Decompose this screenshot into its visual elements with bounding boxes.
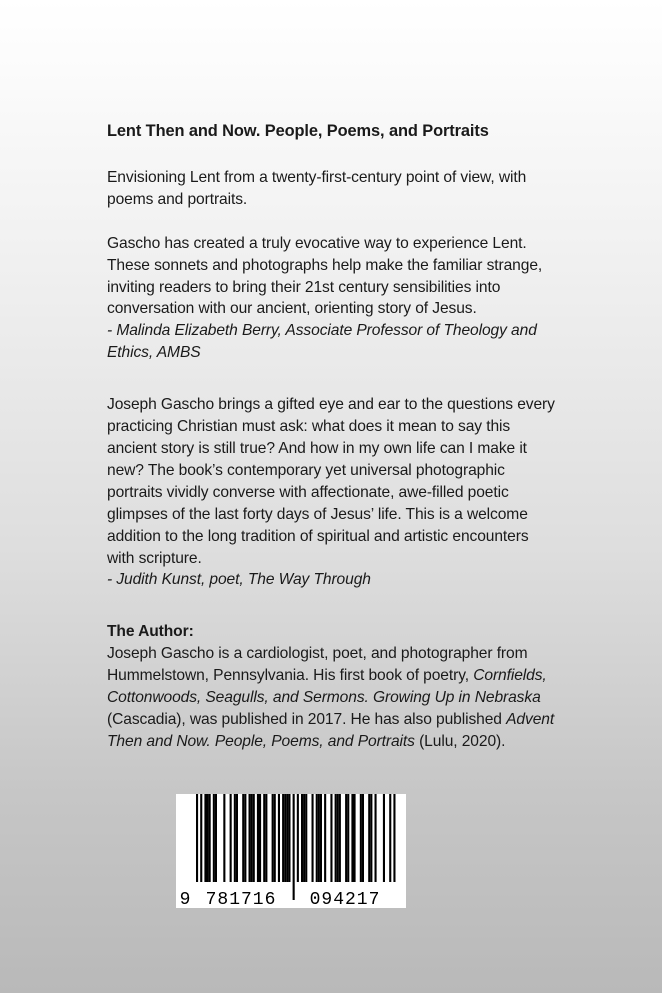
barcode-bar	[265, 794, 267, 882]
book-title-cornfields: Cornfields, Cottonwoods, Seagulls, and Sermons. Growing Up in Nebraska	[107, 667, 547, 707]
barcode-graphic	[176, 794, 406, 908]
barcode-bar	[318, 794, 320, 882]
isbn-barcode	[176, 794, 406, 908]
barcode-bar	[354, 794, 356, 882]
barcode-bar	[278, 794, 280, 882]
barcode-bar	[234, 794, 236, 882]
barcode-bar	[324, 794, 326, 882]
barcode-bar	[360, 794, 362, 882]
barcode-first-digit: 9	[179, 890, 191, 908]
barcode-bar	[244, 794, 246, 882]
book-title: Lent Then and Now. People, Poems, and Portraits	[107, 122, 489, 140]
barcode-bar	[274, 794, 276, 882]
barcode-bar	[375, 794, 377, 882]
barcode-left-digits: 781716	[205, 890, 277, 908]
barcode-bar	[242, 794, 244, 882]
barcode-bar	[320, 794, 322, 882]
book-title-advent: Advent Then and Now. People, Poems, and Portraits	[107, 710, 555, 750]
barcode-bar	[347, 794, 349, 882]
barcode-bar	[330, 794, 332, 882]
barcode-right-digits: 094217	[309, 890, 381, 908]
author-bio	[107, 643, 557, 753]
review-kunst	[107, 394, 557, 591]
barcode-bar	[335, 794, 337, 882]
barcode-bar	[215, 794, 217, 882]
barcode-bar	[204, 794, 206, 882]
barcode-bar	[272, 794, 274, 882]
author-bio-part: (Cascadia), was published in 2017. He has also published	[107, 710, 507, 728]
review-text: Joseph Gascho brings a gifted eye and ear to the questions every practicing Christian must ask: what does it mean to say this ancient story is still true? And how in my own life can I make it new? The book’s contemporary yet universal photographic portraits vividly converse with affectionate, awe-filled poetic glimpses of the last forty days of Jesus’ life. This is a welcome addition to the long tradition of spiritual and artistic encounters with scripture.	[107, 396, 555, 567]
barcode-bar	[282, 794, 284, 882]
review-text: Gascho has created a truly evocative way to experience Lent. These sonnets and photographs help make the familiar strange, inviting readers to bring their 21st century sensibilities into conversation with our ancient, orienting story of Jesus.	[107, 234, 543, 318]
barcode-bar	[257, 794, 259, 882]
barcode-bar	[293, 794, 295, 900]
author-bio-part: (Lulu, 2020).	[414, 732, 506, 750]
barcode-bar	[251, 794, 253, 882]
barcode-bar	[230, 794, 232, 882]
barcode-bar	[284, 794, 286, 882]
book-description: Envisioning Lent from a twenty-first-century point of view, with poems and portraits.	[107, 168, 527, 208]
barcode-bar	[337, 794, 339, 882]
barcode-bar	[253, 794, 255, 882]
barcode-bar	[301, 794, 303, 882]
barcode-bar	[370, 794, 372, 882]
barcode-bar	[383, 794, 385, 882]
barcode-bar	[259, 794, 261, 882]
barcode-bar	[368, 794, 370, 882]
barcode-bar	[263, 794, 265, 882]
review-attribution: - Malinda Elizabeth Berry, Associate Professor of Theology and Ethics, AMBS	[107, 322, 537, 362]
barcode-bar	[207, 794, 209, 882]
barcode-bar	[223, 794, 225, 882]
barcode-bar	[362, 794, 364, 882]
barcode-bar	[236, 794, 238, 882]
barcode-bar	[339, 794, 341, 882]
barcode-bar	[351, 794, 353, 882]
review-attribution: - Judith Kunst, poet, The Way Through	[107, 571, 371, 589]
back-cover-text	[107, 121, 557, 753]
author-heading: The Author:	[107, 623, 194, 641]
barcode-bar	[288, 794, 290, 882]
author-bio-part: Joseph Gascho is a cardiologist, poet, and photographer from Hummelstown, Pennsylvania. His first book of poetry,	[107, 645, 528, 685]
barcode-bar	[305, 794, 307, 882]
barcode-bar	[286, 794, 288, 882]
author-section	[107, 621, 557, 752]
barcode-bar	[316, 794, 318, 882]
review-berry	[107, 233, 557, 364]
barcode-bar	[249, 794, 251, 882]
barcode-bar	[312, 794, 314, 882]
barcode-bar	[209, 794, 211, 882]
barcode-bar	[213, 794, 215, 882]
barcode-bar	[345, 794, 347, 882]
barcode-bar	[303, 794, 305, 882]
